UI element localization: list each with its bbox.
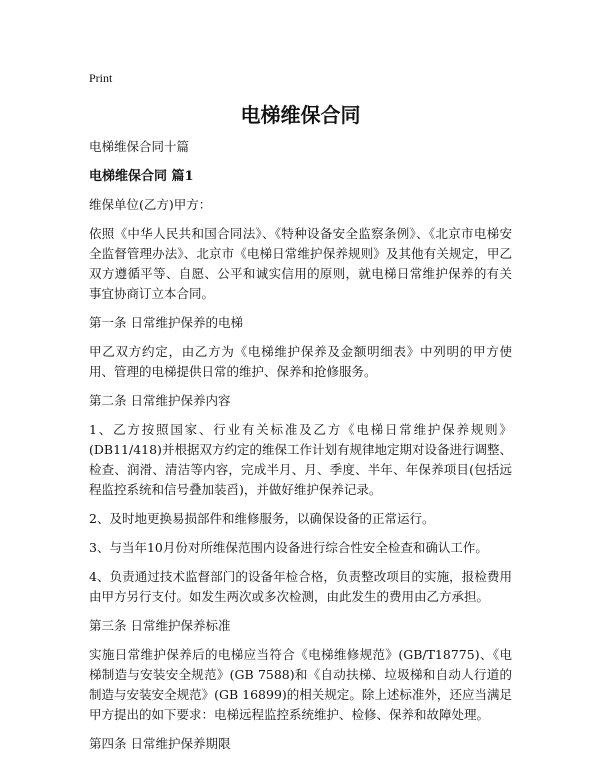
section-title: 电梯维保合同 篇1 — [89, 169, 194, 184]
paragraph-article-1: 甲乙双方约定，由乙方为《电梯维护保养及金额明细表》中列明的甲方使用、管理的电梯提供日常的维护、保养和抢修服务。 — [89, 344, 512, 379]
document-title: 电梯维保合同 — [240, 103, 361, 127]
paragraph-item-1: 1、乙方按照国家、行业有关标准及乙方《电梯日常维护保养规则》(DB11/418)并根据双方约定的维保工作计划有规律地定期对设备进行调整、检查、润滑、清洁等内容，完成半月、月、季度、半年、年保养项目(包括远程监控系统和信号叠加装舀)，并做好维护保养记录。 — [89, 422, 512, 497]
paragraph-item-4: 4、负责通过技术监督部门的设备年检合格，负责整改项目的实施，报检费用由甲方另行支付。如发生两次或多次检测，由此发生的费用由乙方承担。 — [89, 569, 512, 604]
paragraph-party: 维保单位(乙方)甲方： — [89, 197, 212, 212]
paragraph-item-2: 2、及时地更换易损部件和维修服务，以确保设备的正常运行。 — [89, 511, 435, 526]
article-heading-1: 第一条 日常维护保养的电梯 — [89, 315, 243, 330]
print-label: Print — [89, 71, 113, 85]
document-subtitle: 电梯维保合同十篇 — [89, 139, 190, 154]
paragraph-preamble: 依照《中华人民共和国合同法》、《特种设备安全监察条例》、《北京市电梯安全监督管理办法》、北京市《电梯日常维护保养规则》及其他有关规定，甲乙双方遵循平等、自愿、公平和诚实信用的原则，就电梯日常维护保养的有关事宜协商订立本合同。 — [89, 226, 512, 301]
paragraph-item-3: 3、与当年10月份对所维保范围内设备进行综合性安全检查和确认工作。 — [89, 540, 488, 555]
article-heading-2: 第二条 日常维护保养内容 — [89, 393, 231, 408]
article-heading-4: 第四条 日常维护保养期限 — [89, 736, 231, 751]
article-heading-3: 第三条 日常维护保养标准 — [89, 618, 231, 633]
paragraph-article-3: 实施日常维护保养后的电梯应当符合《电梯维修规范》(GB/T18775)、《电梯制造与安装安全规范》(GB 7588)和《自动扶梯、垃圾梯和自动人行道的制造与安装安全规范》(GB 16899)的相关规定。除上述标准外，还应当满足甲方提出的如下要求：电梯远程监控系统维护、检修、保养和故障处理。 — [89, 647, 512, 722]
